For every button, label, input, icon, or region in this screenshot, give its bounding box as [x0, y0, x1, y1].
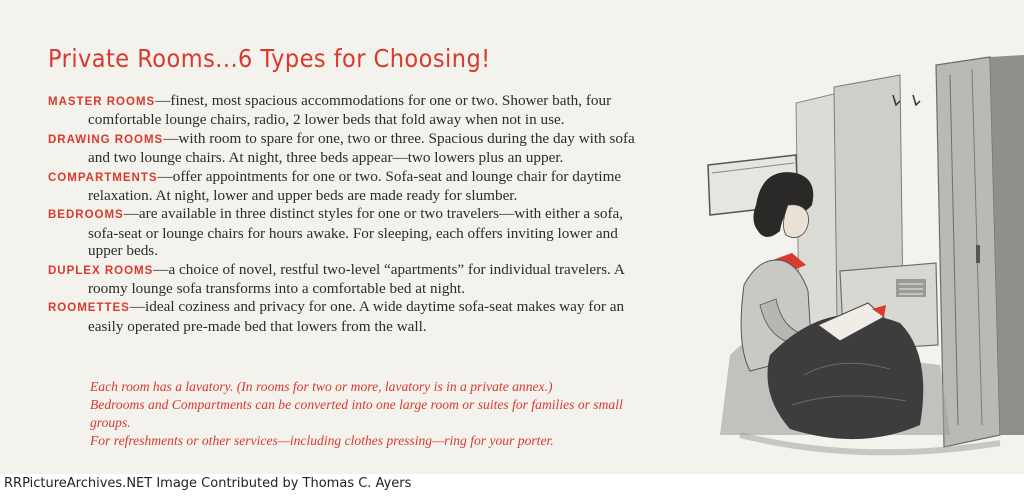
room-label: COMPARTMENTS [48, 171, 158, 184]
room-entry-roomettes [48, 298, 638, 335]
footer-bar [0, 474, 1024, 497]
room-label: DUPLEX ROOMS [48, 264, 154, 277]
room-entry-drawing [48, 130, 638, 167]
room-label: BEDROOMS [48, 209, 124, 222]
image-credit: RRPictureArchives.NET Image Contributed by Thomas C. Ayers [4, 476, 412, 491]
room-description: —a choice of novel, restful two-level “apartments” for individual travelers. A roomy lounge sofa transforms into a comfortable bed at night. [88, 260, 624, 298]
room-type-list [48, 92, 638, 336]
note-lavatory: Each room has a lavatory. (In rooms for two or more, lavatory is in a private annex.) [90, 379, 553, 394]
room-label: ROOMETTES [48, 302, 130, 315]
woman-face [783, 205, 808, 238]
room-entry-bedrooms [48, 205, 638, 259]
note-porter: For refreshments or other services—including clothes pressing—ring for your porter. [90, 433, 554, 449]
door-right [936, 57, 1000, 447]
woman-reading-illustration [700, 55, 1024, 474]
room-label: DRAWING ROOMS [48, 133, 164, 146]
note-suites: Bedrooms and Compartments can be converted into one large room or suites for families or small groups. [90, 397, 623, 430]
room-description: —ideal coziness and privacy for one. A wide daytime sofa-seat makes way for an easily operated pre-made bed that lowers from the wall. [88, 298, 625, 335]
room-description: —are available in three distinct styles for one or two travelers—with either a sofa, sofa-seat or lounge chairs for hours awake. For sleeping, each offers inviting lower and upper beds. [88, 205, 624, 260]
room-label: MASTER ROOMS [48, 96, 156, 108]
room-description: —with room to spare for one, two or three. Spacious during the day with sofa and two lounge chairs. At night, three beds appear—two lowers plus an upper. [88, 129, 635, 167]
room-entry-master [48, 92, 638, 129]
page-title: Private Rooms...6 Types for Choosing! [48, 44, 491, 73]
room-description: —finest, most spacious accommodations for one or two. Shower bath, four comfortable lounge chairs, radio, 2 lower beds that fold away when not in use. [88, 92, 612, 129]
room-entry-compartments [48, 168, 638, 205]
notes-block [90, 378, 650, 451]
room-entry-duplex [48, 261, 638, 298]
room-description: —offer appointments for one or two. Sofa-seat and lounge chair for daytime relaxation. At night, lower and upper beds are made ready for slumber. [88, 167, 622, 205]
